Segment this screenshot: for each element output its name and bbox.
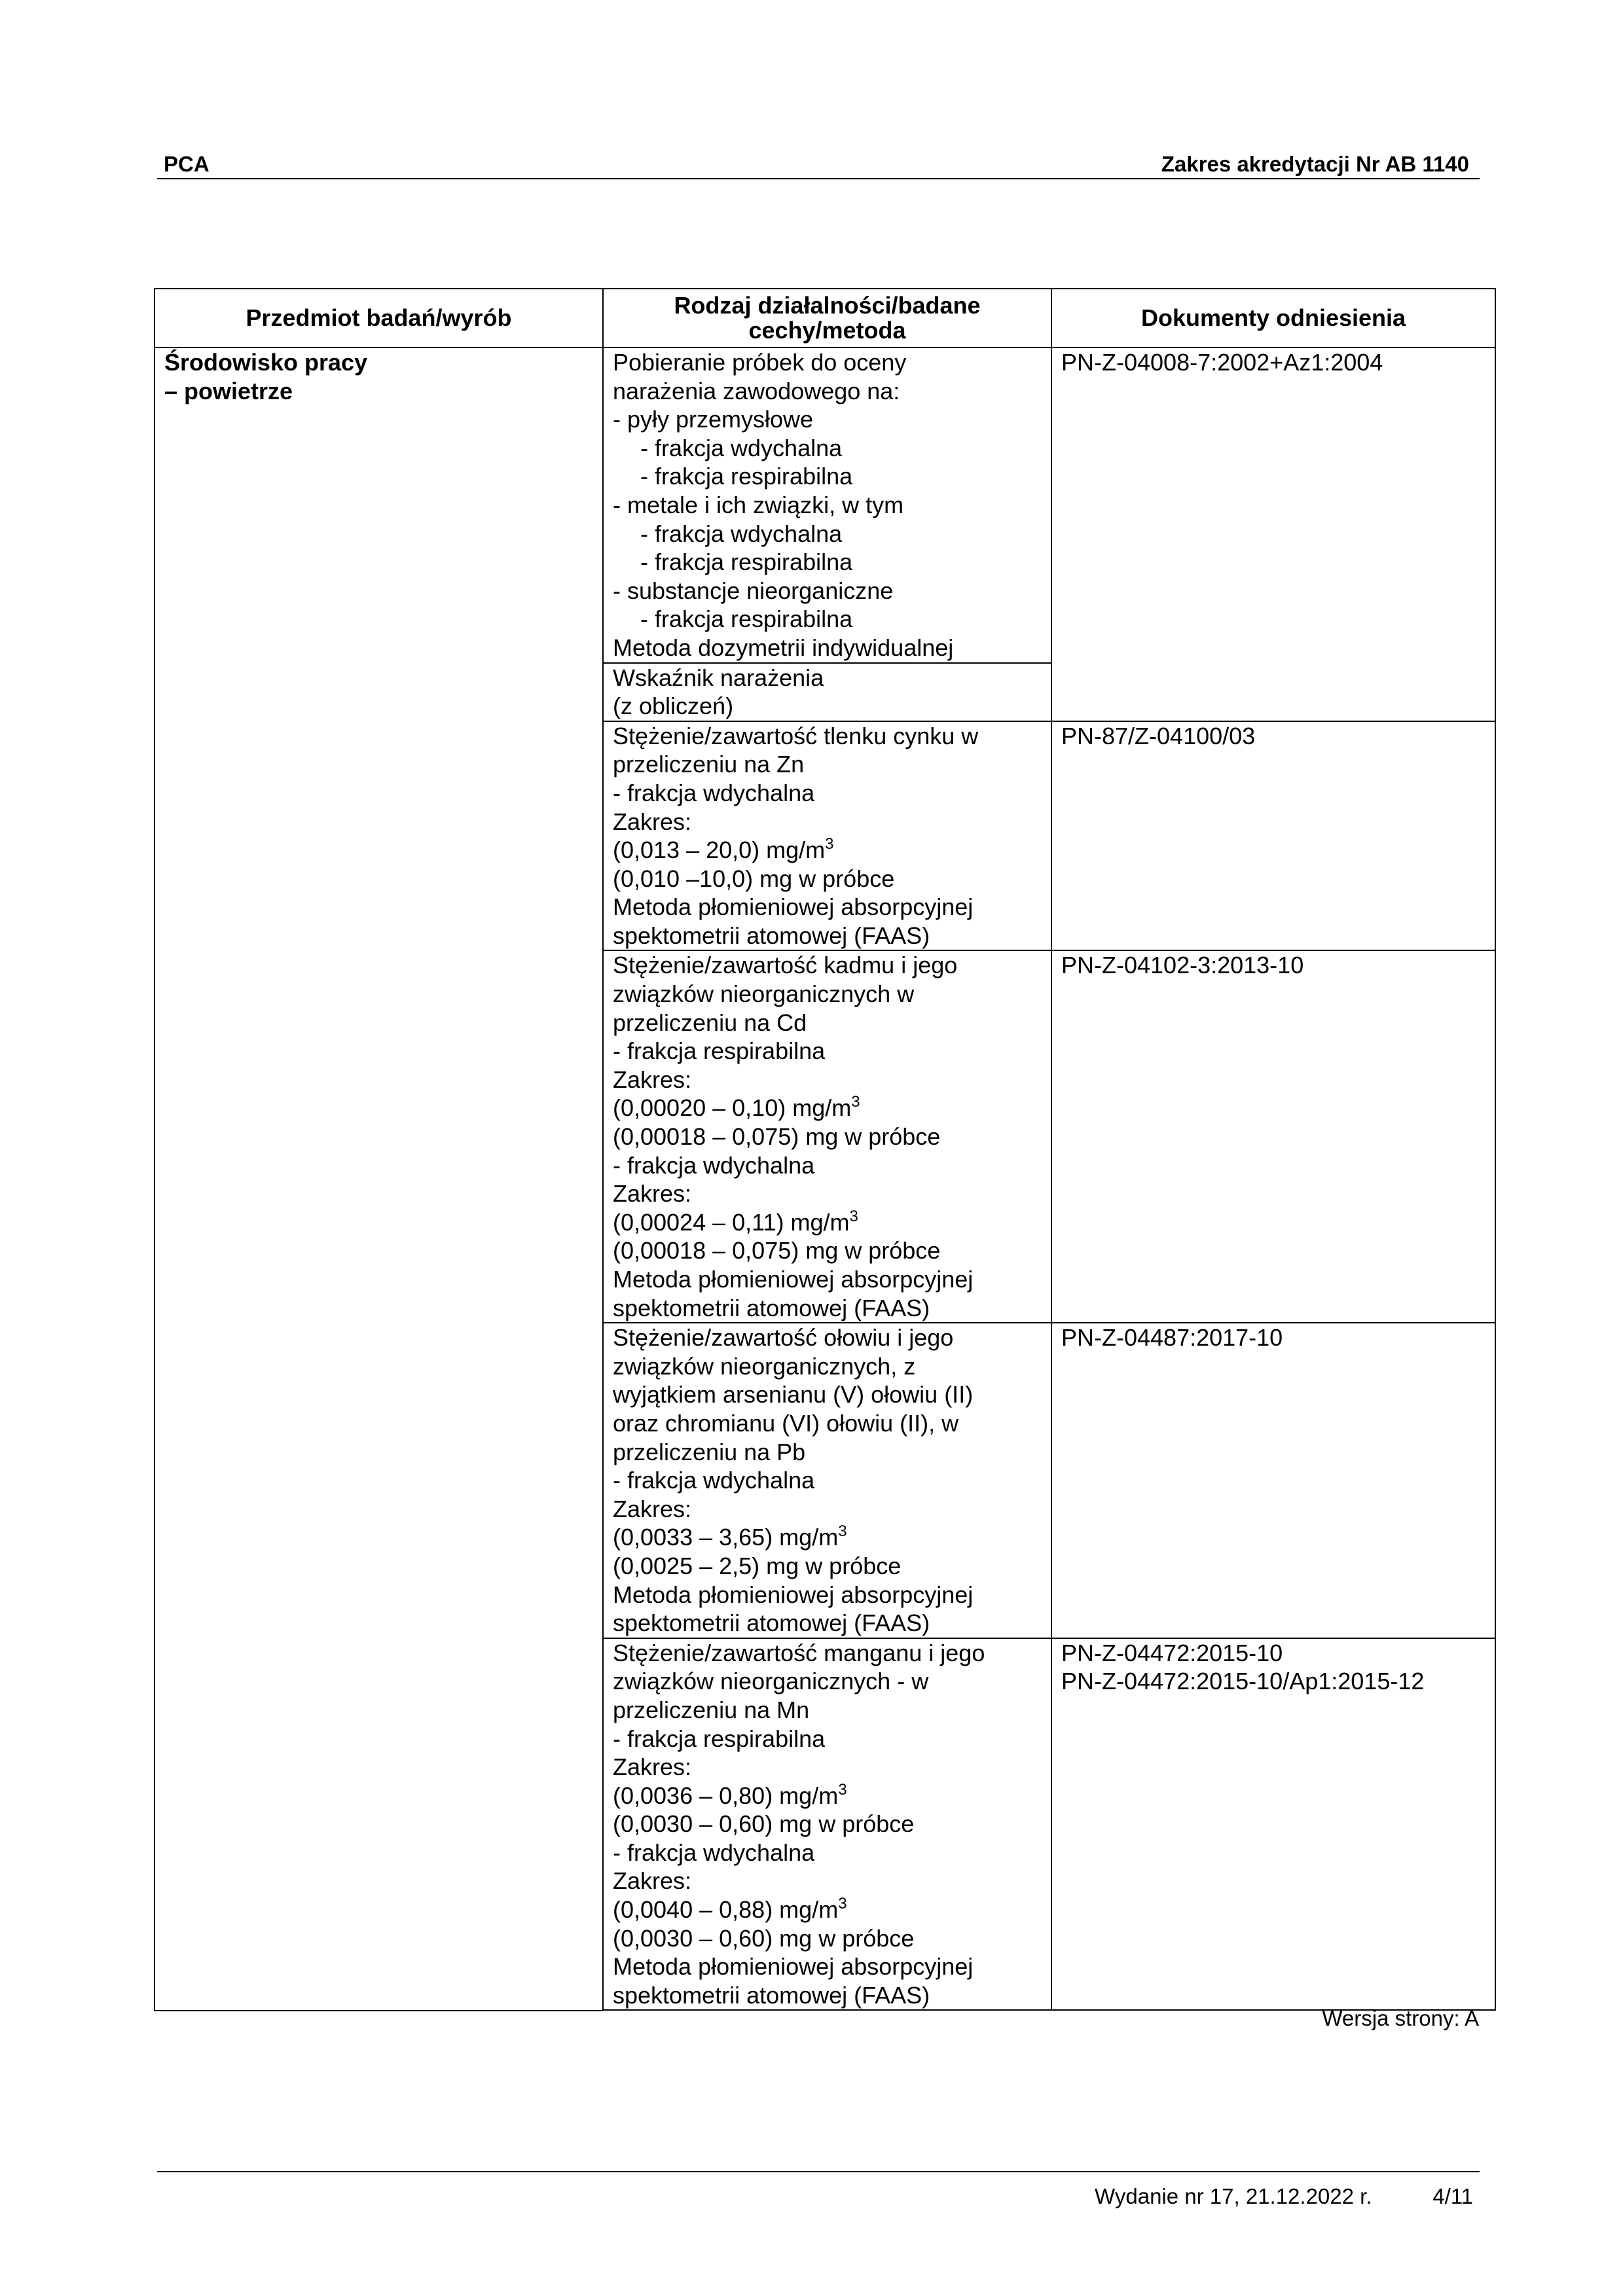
cell-line: - frakcja wdychalna bbox=[613, 1839, 815, 1866]
cell-line: (0,0036 – 0,80) $mg/m^3$ bbox=[613, 1780, 847, 1809]
col-header-activity-line1: Rodzaj działalności/badane bbox=[674, 292, 981, 319]
table-header-row bbox=[155, 289, 1495, 348]
cell-line: spektometrii atomowej (FAAS) bbox=[613, 922, 930, 949]
cell-line: - frakcja respirabilna bbox=[613, 1037, 826, 1065]
header-accreditation: Zakres akredytacji Nr AB 1140 bbox=[1161, 152, 1469, 176]
page-header bbox=[157, 152, 1480, 179]
cell-line: - frakcja wdychalna bbox=[640, 520, 843, 547]
cell-line: Pobieranie próbek do oceny bbox=[613, 349, 907, 376]
cell-line: spektometrii atomowej (FAAS) bbox=[613, 1981, 930, 2009]
cell-line: - frakcja wdychalna bbox=[640, 434, 843, 461]
cell-line: związków nieorganicznych, z bbox=[613, 1352, 916, 1380]
cell-line: (z obliczeń) bbox=[613, 692, 734, 720]
cell-line: związków nieorganicznych - w bbox=[613, 1668, 929, 1695]
cell-line: Metoda płomieniowej absorpcyjnej bbox=[613, 893, 974, 921]
cell-line: PN-Z-04472:2015-10/Ap1:2015-12 bbox=[1061, 1668, 1425, 1695]
cell-line: narażenia zawodowego na: bbox=[613, 377, 900, 404]
cell-line: - frakcja respirabilna bbox=[613, 1725, 826, 1752]
cell-line: (0,00020 – 0,10) $mg/m^3$ bbox=[613, 1093, 860, 1122]
cell-line: (0,013 – 20,0) $mg/m^3$ bbox=[613, 835, 834, 864]
activity-cell-lead bbox=[603, 1323, 1051, 1638]
document-cell-manganese bbox=[1051, 1638, 1495, 2011]
cell-line: (0,0025 – 2,5) mg w próbce bbox=[613, 1552, 902, 1579]
cell-line: Stężenie/zawartość manganu i jego bbox=[613, 1639, 985, 1666]
cell-line: Metoda płomieniowej absorpcyjnej bbox=[613, 1266, 974, 1293]
cell-line: (0,0030 – 0,60) mg w próbce bbox=[613, 1924, 915, 1952]
col-header-subject: Przedmiot badań/wyrób bbox=[155, 289, 603, 348]
document-cell-lead: PN-Z-04487:2017-10 bbox=[1051, 1323, 1495, 1638]
footer-issue: Wydanie nr 17, 21.12.2022 r. bbox=[1095, 2184, 1372, 2208]
subject-line2: – powietrze bbox=[164, 377, 293, 404]
cell-line: Zakres: bbox=[613, 1180, 692, 1208]
cell-line: przeliczeniu na Mn bbox=[613, 1696, 810, 1723]
cell-line: przeliczeniu na Zn bbox=[613, 751, 805, 778]
cell-line: Zakres: bbox=[613, 1495, 692, 1522]
cell-line: Stężenie/zawartość ołowiu i jego bbox=[613, 1324, 954, 1352]
cell-line: (0,010 –10,0) mg w próbce bbox=[613, 865, 895, 892]
page-footer bbox=[157, 2171, 1480, 2208]
cell-line: wyjątkiem arsenianu (V) ołowiu (II) bbox=[613, 1381, 974, 1408]
cell-line: - pyły przemysłowe bbox=[613, 406, 814, 433]
footer-page-number: 4/11 bbox=[1432, 2184, 1473, 2208]
cell-line: Wskaźnik narażenia bbox=[613, 664, 824, 691]
cell-line: spektometrii atomowej (FAAS) bbox=[613, 1609, 930, 1637]
document-cell-cadmium: PN-Z-04102-3:2013-10 bbox=[1051, 950, 1495, 1323]
activity-cell-zinc bbox=[603, 721, 1051, 951]
cell-line: - metale i ich związki, w tym bbox=[613, 491, 904, 518]
cell-line: (0,0040 – 0,88) $mg/m^3$ bbox=[613, 1895, 847, 1924]
col-header-activity bbox=[603, 289, 1051, 348]
cell-line: Metoda płomieniowej absorpcyjnej bbox=[613, 1581, 974, 1608]
cell-line: - frakcja wdychalna bbox=[613, 779, 815, 806]
cell-line: przeliczeniu na Cd bbox=[613, 1009, 807, 1036]
cell-line: Metoda płomieniowej absorpcyjnej bbox=[613, 1953, 974, 1981]
cell-line: związków nieorganicznych w bbox=[613, 980, 915, 1008]
cell-line: Zakres: bbox=[613, 1753, 692, 1781]
cell-line: Stężenie/zawartość tlenku cynku w bbox=[613, 722, 979, 749]
cell-line: - frakcja respirabilna bbox=[640, 548, 853, 576]
cell-line: (0,00024 – 0,11) $mg/m^3$ bbox=[613, 1207, 858, 1236]
cell-line: Stężenie/zawartość kadmu i jego bbox=[613, 952, 958, 979]
cell-line: - substancje nieorganiczne bbox=[613, 577, 894, 604]
activity-cell-cadmium bbox=[603, 950, 1051, 1323]
header-org: PCA bbox=[164, 152, 210, 176]
col-header-activity-line2: cechy/metoda bbox=[748, 317, 906, 344]
cell-line: oraz chromianu (VI) ołowiu (II), w bbox=[613, 1409, 959, 1437]
cell-line: Zakres: bbox=[613, 808, 692, 835]
activity-cell-manganese bbox=[603, 1638, 1051, 2011]
cell-line: (0,0033 – 3,65) $mg/m^3$ bbox=[613, 1522, 847, 1551]
cell-line: przeliczeniu na Pb bbox=[613, 1438, 806, 1465]
col-header-documents: Dokumenty odniesienia bbox=[1051, 289, 1495, 348]
table-row bbox=[155, 348, 1495, 663]
cell-line: (0,0030 – 0,60) mg w próbce bbox=[613, 1810, 915, 1838]
subject-cell bbox=[155, 348, 603, 2011]
cell-line: Zakres: bbox=[613, 1066, 692, 1093]
cell-line: spektometrii atomowej (FAAS) bbox=[613, 1294, 930, 1321]
cell-line: - frakcja respirabilna bbox=[640, 463, 853, 490]
cell-line: PN-Z-04472:2015-10 bbox=[1061, 1639, 1283, 1666]
document-cell-zinc: PN-87/Z-04100/03 bbox=[1051, 721, 1495, 951]
cell-line: (0,00018 – 0,075) mg w próbce bbox=[613, 1237, 941, 1265]
activity-cell-exposure-index bbox=[603, 663, 1051, 721]
accreditation-scope-table bbox=[154, 288, 1496, 2011]
cell-line: Zakres: bbox=[613, 1867, 692, 1895]
cell-line: - frakcja wdychalna bbox=[613, 1467, 815, 1494]
activity-cell-sampling bbox=[603, 348, 1051, 663]
subject-line1: Środowisko pracy bbox=[164, 349, 368, 376]
document-cell-sampling: PN-Z-04008-7:2002+Az1:2004 bbox=[1051, 348, 1495, 721]
cell-line: Metoda dozymetrii indywidualnej bbox=[613, 634, 954, 661]
cell-line: - frakcja wdychalna bbox=[613, 1151, 815, 1179]
page-version: Wersja strony: A bbox=[1322, 2006, 1479, 2030]
cell-line: - frakcja respirabilna bbox=[640, 605, 853, 633]
cell-line: (0,00018 – 0,075) mg w próbce bbox=[613, 1123, 941, 1151]
